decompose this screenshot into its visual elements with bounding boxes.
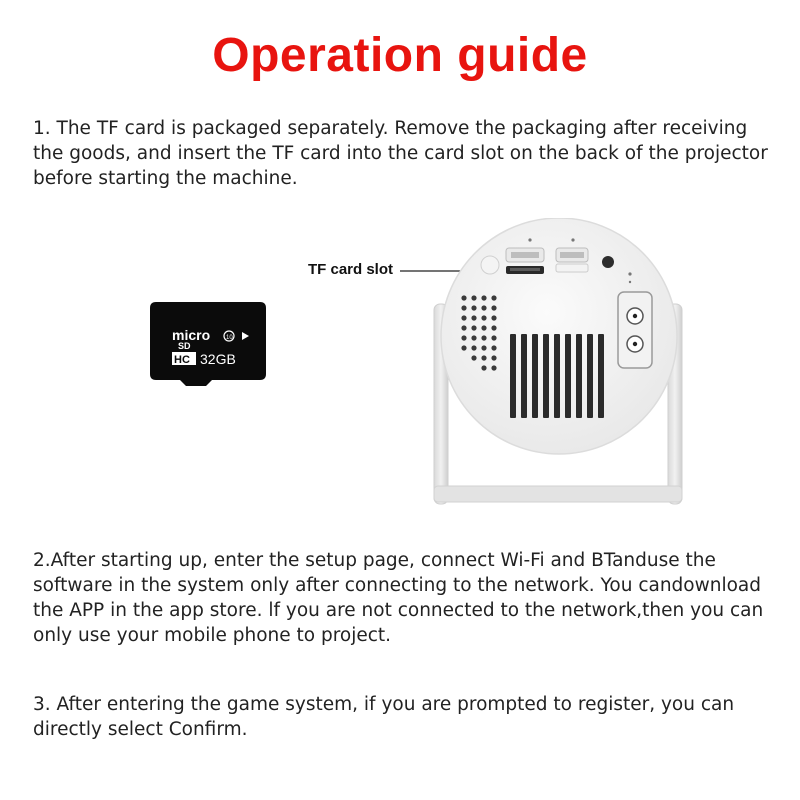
microsd-card-icon (150, 302, 270, 390)
sd-sub-text: SD (178, 341, 191, 351)
sd-class-text: 10 (226, 335, 233, 341)
vent-slats (510, 334, 604, 418)
sd-capacity-text: 32GB (200, 351, 236, 367)
sd-brand-text: micro (172, 327, 211, 343)
step-3-text: 3. After entering the game system, if you are prompted to register, you can directly select Confirm. (33, 694, 735, 740)
projector-back-icon (430, 218, 690, 508)
sd-format-text: HC (174, 354, 190, 366)
step-2-text: 2.After starting up, enter the setup page, connect Wi-Fi and BTanduse the software in the system only after connecting to the network. You candownload the APP in the app store. lf you are not connected to the network,then you can only use your mobile phone to project. (33, 550, 764, 646)
projector-back-illustration (430, 218, 690, 512)
tf-card-slot-label: TF card slot (308, 261, 394, 278)
microsd-card-illustration (150, 302, 270, 394)
page-title: Operation guide (212, 29, 588, 82)
step-1-text: 1. The TF card is packaged separately. Remove the packaging after receiving the goods, and insert the TF card into the card slot on the back of the projector before starting the machine. (33, 118, 768, 189)
